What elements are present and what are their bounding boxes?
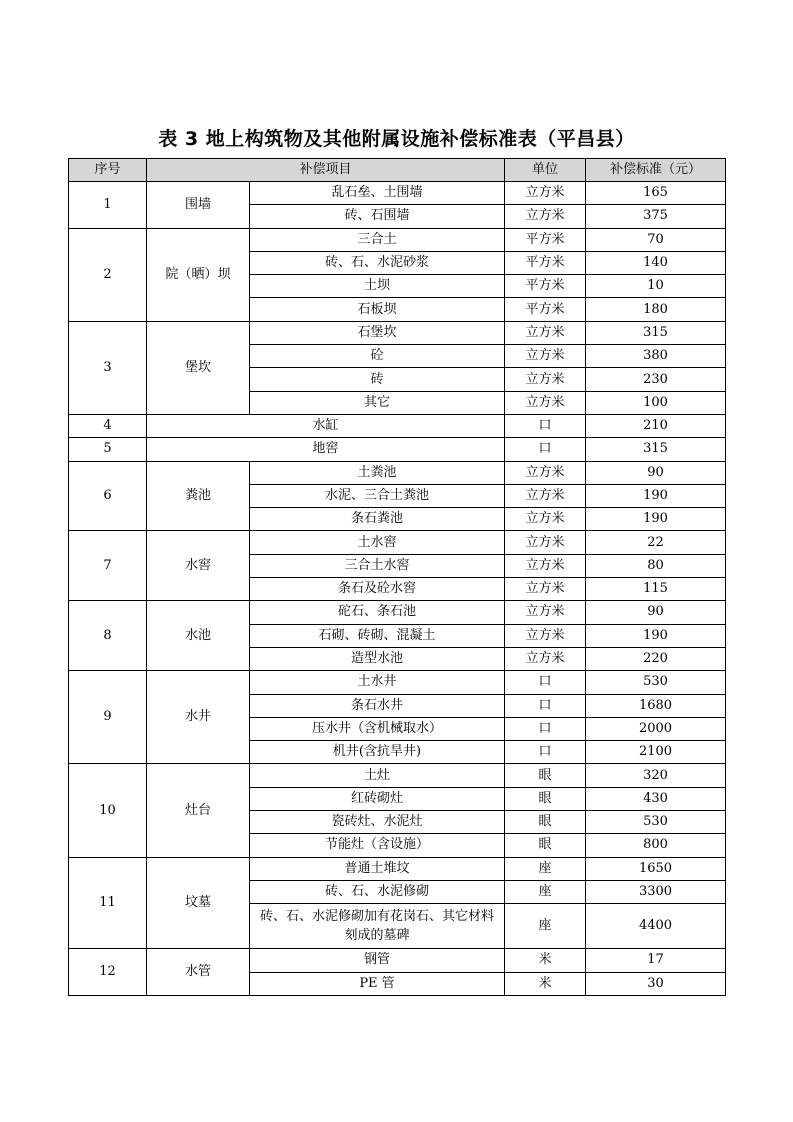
row-price: 30 (586, 972, 726, 995)
table-row (69, 228, 726, 251)
row-number: 5 (69, 438, 147, 461)
row-item: 土水窖 (250, 531, 505, 554)
row-number: 10 (69, 764, 147, 857)
row-unit: 立方米 (505, 508, 586, 531)
row-item: 条石水井 (250, 694, 505, 717)
row-item: 红砖砌灶 (250, 787, 505, 810)
row-number: 3 (69, 321, 147, 414)
table-row (69, 949, 726, 972)
row-price: 230 (586, 368, 726, 391)
compensation-table (68, 158, 726, 996)
row-unit: 立方米 (505, 345, 586, 368)
row-category: 院（晒）坝 (147, 228, 250, 321)
table-row (69, 438, 726, 461)
row-unit: 立方米 (505, 601, 586, 624)
row-unit: 平方米 (505, 251, 586, 274)
row-price: 90 (586, 601, 726, 624)
row-price: 140 (586, 251, 726, 274)
table-row (69, 321, 726, 344)
row-category: 水井 (147, 671, 250, 764)
row-unit: 眼 (505, 787, 586, 810)
row-number: 8 (69, 601, 147, 671)
row-unit: 立方米 (505, 391, 586, 414)
table-header (69, 159, 726, 182)
row-category: 堡坎 (147, 321, 250, 414)
row-unit: 立方米 (505, 368, 586, 391)
row-unit: 平方米 (505, 275, 586, 298)
header-no: 序号 (69, 159, 147, 182)
row-item: PE 管 (250, 972, 505, 995)
row-price: 2000 (586, 717, 726, 740)
table-row (69, 857, 726, 880)
row-price: 165 (586, 182, 726, 205)
row-price: 220 (586, 647, 726, 670)
table-row (69, 461, 726, 484)
row-unit: 立方米 (505, 624, 586, 647)
row-item: 土灶 (250, 764, 505, 787)
row-price: 800 (586, 834, 726, 857)
row-item: 砣石、条石池 (250, 601, 505, 624)
row-item: 石板坝 (250, 298, 505, 321)
table-row (69, 414, 726, 437)
row-item: 土水井 (250, 671, 505, 694)
row-unit: 口 (505, 741, 586, 764)
row-number: 11 (69, 857, 147, 949)
row-price: 115 (586, 578, 726, 601)
row-item: 瓷砖灶、水泥灶 (250, 811, 505, 834)
row-unit: 平方米 (505, 228, 586, 251)
row-item: 水泥、三合土粪池 (250, 484, 505, 507)
row-category: 坟墓 (147, 857, 250, 949)
row-item: 乱石垒、土围墙 (250, 182, 505, 205)
row-item: 三合土水窖 (250, 554, 505, 577)
row-category: 围墙 (147, 182, 250, 229)
row-price: 4400 (586, 904, 726, 949)
row-price: 530 (586, 671, 726, 694)
row-price: 17 (586, 949, 726, 972)
row-item: 普通土堆坟 (250, 857, 505, 880)
row-unit: 立方米 (505, 578, 586, 601)
row-unit: 立方米 (505, 647, 586, 670)
row-price: 190 (586, 508, 726, 531)
row-unit: 米 (505, 972, 586, 995)
row-price: 3300 (586, 880, 726, 903)
row-item: 三合土 (250, 228, 505, 251)
row-price: 320 (586, 764, 726, 787)
row-unit: 口 (505, 694, 586, 717)
row-number: 6 (69, 461, 147, 531)
header-standard: 补偿标准（元） (586, 159, 726, 182)
row-item: 条石粪池 (250, 508, 505, 531)
row-price: 375 (586, 205, 726, 228)
table-row (69, 601, 726, 624)
row-price: 380 (586, 345, 726, 368)
table-row (69, 182, 726, 205)
row-unit: 立方米 (505, 461, 586, 484)
row-unit: 立方米 (505, 182, 586, 205)
row-unit: 眼 (505, 764, 586, 787)
row-item: 砖、石围墙 (250, 205, 505, 228)
row-unit: 座 (505, 880, 586, 903)
row-unit: 座 (505, 857, 586, 880)
row-item: 砼 (250, 345, 505, 368)
row-number: 2 (69, 228, 147, 321)
row-unit: 眼 (505, 811, 586, 834)
row-item: 砖 (250, 368, 505, 391)
row-unit: 立方米 (505, 554, 586, 577)
row-unit: 眼 (505, 834, 586, 857)
row-item: 土粪池 (250, 461, 505, 484)
row-price: 315 (586, 321, 726, 344)
row-item: 地窖 (147, 438, 505, 461)
row-item: 压水井（含机械取水） (250, 717, 505, 740)
row-price: 530 (586, 811, 726, 834)
row-item: 水缸 (147, 414, 505, 437)
row-price: 10 (586, 275, 726, 298)
header-item: 补偿项目 (147, 159, 505, 182)
row-unit: 口 (505, 414, 586, 437)
row-unit: 立方米 (505, 484, 586, 507)
row-unit: 平方米 (505, 298, 586, 321)
row-price: 2100 (586, 741, 726, 764)
row-number: 9 (69, 671, 147, 764)
row-category: 水池 (147, 601, 250, 671)
row-unit: 立方米 (505, 531, 586, 554)
row-price: 90 (586, 461, 726, 484)
row-unit: 口 (505, 438, 586, 461)
header-unit: 单位 (505, 159, 586, 182)
row-price: 210 (586, 414, 726, 437)
row-price: 180 (586, 298, 726, 321)
row-number: 4 (69, 414, 147, 437)
row-number: 12 (69, 949, 147, 996)
row-item: 钢管 (250, 949, 505, 972)
row-item: 石堡坎 (250, 321, 505, 344)
row-item: 土坝 (250, 275, 505, 298)
row-item: 条石及砼水窖 (250, 578, 505, 601)
row-price: 22 (586, 531, 726, 554)
row-price: 80 (586, 554, 726, 577)
row-unit: 立方米 (505, 321, 586, 344)
row-category: 灶台 (147, 764, 250, 857)
header-row (69, 159, 726, 182)
table-row (69, 531, 726, 554)
row-number: 1 (69, 182, 147, 229)
page-title: 表 3 地上构筑物及其他附属设施补偿标准表（平昌县） (158, 128, 635, 150)
row-price: 315 (586, 438, 726, 461)
row-item: 砖、石、水泥修砌 (250, 880, 505, 903)
row-price: 190 (586, 484, 726, 507)
row-price: 430 (586, 787, 726, 810)
row-item: 造型水池 (250, 647, 505, 670)
row-unit: 立方米 (505, 205, 586, 228)
table-row (69, 671, 726, 694)
row-category: 水窖 (147, 531, 250, 601)
table-body (69, 182, 726, 996)
row-unit: 米 (505, 949, 586, 972)
row-item: 石砌、砖砌、混凝土 (250, 624, 505, 647)
table-row (69, 764, 726, 787)
row-unit: 口 (505, 671, 586, 694)
row-price: 190 (586, 624, 726, 647)
row-unit: 座 (505, 904, 586, 949)
row-item: 机井(含抗旱井) (250, 741, 505, 764)
row-price: 100 (586, 391, 726, 414)
row-item: 节能灶（含设施） (250, 834, 505, 857)
row-category: 粪池 (147, 461, 250, 531)
row-category: 水管 (147, 949, 250, 996)
row-item: 砖、石、水泥砂浆 (250, 251, 505, 274)
row-price: 70 (586, 228, 726, 251)
row-item: 其它 (250, 391, 505, 414)
row-number: 7 (69, 531, 147, 601)
row-unit: 口 (505, 717, 586, 740)
row-price: 1650 (586, 857, 726, 880)
row-price: 1680 (586, 694, 726, 717)
row-item: 砖、石、水泥修砌加有花岗石、其它材料刻成的墓碑 (250, 904, 505, 949)
